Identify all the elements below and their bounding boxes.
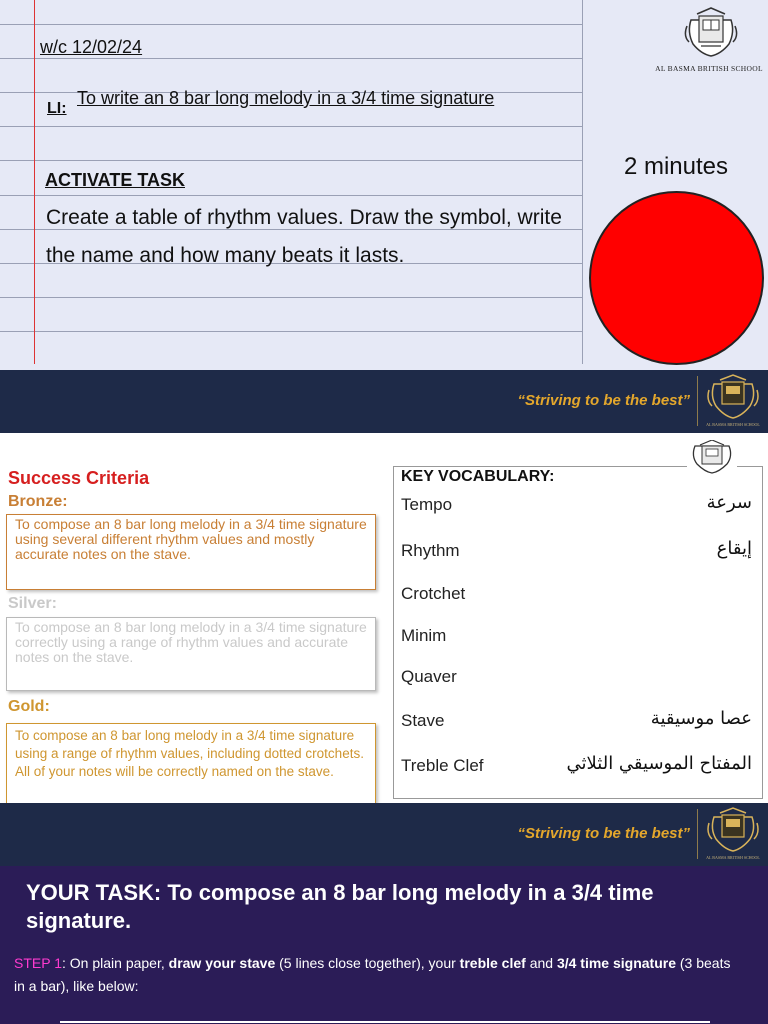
paper-line bbox=[0, 160, 583, 161]
step-text-part: : On plain paper, bbox=[62, 955, 169, 971]
success-criteria-slide bbox=[0, 433, 768, 866]
paper-line bbox=[0, 126, 583, 127]
bronze-criteria-box: To compose an 8 bar long melody in a 3/4 time signature using several different rhythm values and mostly accurate notes on the stave. bbox=[6, 514, 376, 590]
school-motto: “Striving to be the best” bbox=[517, 825, 690, 842]
vocab-english-term: Stave bbox=[401, 711, 445, 730]
paper-margin-line bbox=[34, 0, 35, 364]
school-crest-icon bbox=[683, 6, 739, 58]
vocab-row-tempo bbox=[394, 492, 762, 519]
paper-line bbox=[0, 24, 583, 25]
vocab-english-term: Rhythm bbox=[401, 541, 460, 560]
paper-line bbox=[0, 331, 583, 332]
vocab-arabic-term: المفتاح الموسيقي الثلاثي bbox=[566, 753, 752, 774]
vocab-english-term: Minim bbox=[401, 626, 447, 645]
step-text-part: and bbox=[525, 955, 557, 971]
key-vocabulary-heading: KEY VOCABULARY: bbox=[401, 468, 555, 485]
footer-divider bbox=[697, 809, 698, 859]
footer-crest-icon bbox=[706, 374, 760, 420]
step-1-instructions bbox=[14, 952, 744, 998]
step-bold-treble-clef: treble clef bbox=[459, 955, 526, 971]
vocab-arabic-term: سرعة bbox=[706, 492, 752, 513]
your-task-slide bbox=[0, 866, 768, 1024]
vocab-row-rhythm bbox=[394, 538, 762, 565]
footer-band bbox=[0, 803, 768, 866]
silver-label: Silver: bbox=[8, 595, 57, 612]
step-bold-draw-stave: draw your stave bbox=[168, 955, 276, 971]
vocab-row-crotchet bbox=[394, 584, 762, 608]
paper-line bbox=[0, 58, 583, 59]
step-bold-time-signature: 3/4 time signature bbox=[556, 955, 676, 971]
step-text-part: (3 beats in a bar), like below: bbox=[14, 955, 731, 994]
activate-task-slide bbox=[0, 0, 768, 433]
footer-crest-icon bbox=[706, 807, 760, 853]
footer-divider bbox=[697, 376, 698, 426]
stave-line bbox=[60, 1021, 710, 1023]
paper-line bbox=[0, 195, 583, 196]
footer-band bbox=[0, 370, 768, 433]
vocab-arabic-term: إيقاع bbox=[716, 538, 752, 559]
vocab-english-term: Crotchet bbox=[401, 584, 466, 603]
activate-task-text: Create a table of rhythm values. Draw the symbol, write the name and how many beats it lasts. bbox=[46, 206, 562, 267]
success-criteria-heading: Success Criteria bbox=[8, 468, 150, 488]
vocab-row-minim bbox=[394, 626, 762, 650]
vocab-english-term: Tempo bbox=[401, 495, 453, 514]
footer-school-name: AL BASMA BRITISH SCHOOL bbox=[706, 855, 760, 860]
paper-line bbox=[0, 297, 583, 298]
vocab-arabic-term: عصا موسيقية bbox=[650, 708, 752, 729]
key-vocabulary-box bbox=[393, 466, 763, 799]
learning-intention-text: To write an 8 bar long melody in a 3/4 time signature bbox=[77, 88, 495, 108]
your-task-heading: YOUR TASK: To compose an 8 bar long melody in a 3/4 time signature. bbox=[26, 880, 654, 933]
timer-label: 2 minutes bbox=[623, 153, 729, 180]
vocab-english-term: Quaver bbox=[401, 667, 457, 686]
footer-school-name: AL BASMA BRITISH SCHOOL bbox=[706, 422, 760, 427]
timer-circle bbox=[589, 191, 764, 365]
school-name: AL BASMA BRITISH SCHOOL bbox=[655, 64, 763, 73]
gold-label: Gold: bbox=[8, 698, 50, 715]
step-text-part: (5 lines close together), your bbox=[275, 955, 460, 971]
lined-paper bbox=[0, 0, 583, 364]
bronze-label: Bronze: bbox=[8, 493, 68, 510]
vocab-row-treble-clef bbox=[394, 753, 762, 780]
week-commencing-date: w/c 12/02/24 bbox=[40, 37, 143, 57]
learning-intention-label: LI: bbox=[47, 100, 67, 117]
step-number: STEP 1 bbox=[14, 955, 62, 971]
silver-criteria-box: To compose an 8 bar long melody in a 3/4 time signature correctly using a range of rhythm values and accurate notes on the stave. bbox=[6, 617, 376, 691]
activate-task-heading: ACTIVATE TASK bbox=[45, 170, 185, 190]
gold-criteria-box: To compose an 8 bar long melody in a 3/4 time signature using a range of rhythm values, including dotted crotchets. All of your notes will be correctly named on the stave. bbox=[6, 723, 376, 804]
vocab-row-stave bbox=[394, 708, 762, 735]
vocab-english-term: Treble Clef bbox=[401, 756, 484, 775]
vocab-crest-icon bbox=[687, 440, 737, 474]
vocab-row-quaver bbox=[394, 667, 762, 691]
school-motto: “Striving to be the best” bbox=[517, 392, 690, 409]
